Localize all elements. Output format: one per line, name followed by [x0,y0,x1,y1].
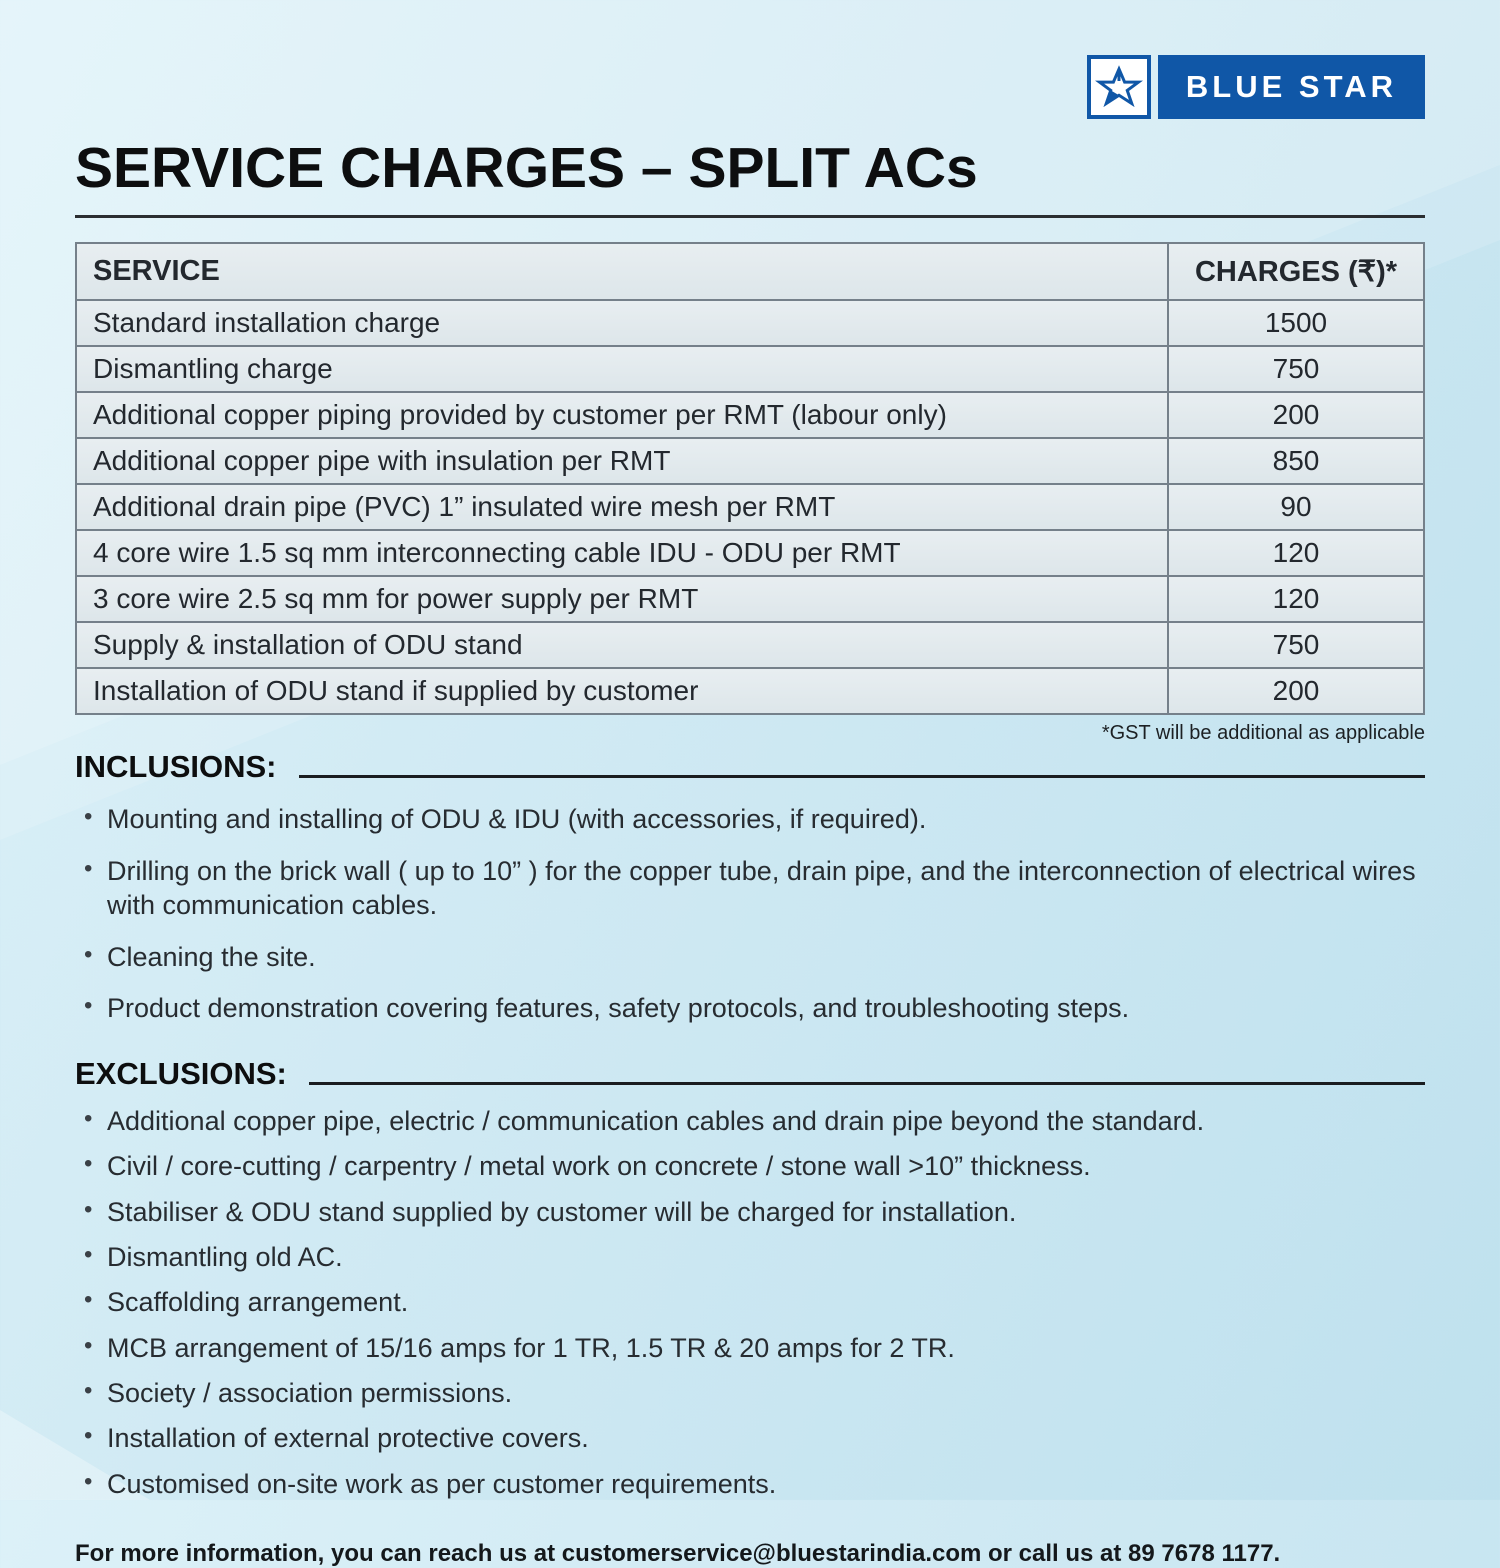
service-cell: Standard installation charge [76,300,1168,346]
charge-cell: 200 [1168,668,1424,714]
list-item: • Civil / core-cutting / carpentry / metal work on concrete / stone wall >10” thickness. [75,1150,1425,1182]
header-charges: CHARGES (₹)* [1168,243,1424,300]
table-row [76,300,1424,346]
gst-footnote: *GST will be additional as applicable [1101,722,1425,744]
list-item: • Scaffolding arrangement. [75,1286,1425,1318]
service-cell: 4 core wire 1.5 sq mm interconnecting cable IDU - ODU per RMT [76,530,1168,576]
table-row [76,346,1424,392]
list-item: • Stabiliser & ODU stand supplied by customer will be charged for installation. [75,1196,1425,1228]
contact-info: For more information, you can reach us at customerservice@bluestarindia.com or call us at 89 7678 1177. [75,1540,1281,1568]
brand-wordmark: BLUE STAR [1158,55,1425,119]
table-row [76,438,1424,484]
list-item: • Product demonstration covering features, safety protocols, and troubleshooting steps. [75,991,1425,1026]
charge-cell: 1500 [1168,300,1424,346]
inclusions-header [75,749,1425,785]
list-item: • Customised on-site work as per customer requirements. [75,1468,1425,1500]
list-item: • Drilling on the brick wall ( up to 10” ) for the copper tube, drain pipe, and the interconnection of electrical wires with communication cables. [75,854,1425,923]
charge-cell: 120 [1168,576,1424,622]
service-cell: Dismantling charge [76,346,1168,392]
page-title: SERVICE CHARGES – SPLIT ACs [75,136,978,200]
service-cell: Supply & installation of ODU stand [76,622,1168,668]
header-service: SERVICE [76,243,1168,300]
list-item: • MCB arrangement of 15/16 amps for 1 TR, 1.5 TR & 20 amps for 2 TR. [75,1332,1425,1364]
service-charges-table [75,242,1425,715]
charge-cell: 200 [1168,392,1424,438]
blue-star-star-icon [1087,55,1151,119]
table-row [76,392,1424,438]
exclusions-header [75,1056,1425,1092]
charge-cell: 120 [1168,530,1424,576]
list-item: • Cleaning the site. [75,940,1425,975]
service-cell: Additional copper piping provided by customer per RMT (labour only) [76,392,1168,438]
table-row [76,484,1424,530]
list-item: • Additional copper pipe, electric / communication cables and drain pipe beyond the standard. [75,1105,1425,1137]
exclusions-list [75,1105,1425,1501]
service-cell: 3 core wire 2.5 sq mm for power supply per RMT [76,576,1168,622]
table-row [76,530,1424,576]
table-row [76,622,1424,668]
table-row [76,576,1424,622]
table-header-row [76,243,1424,300]
list-item: • Dismantling old AC. [75,1241,1425,1273]
charge-cell: 90 [1168,484,1424,530]
service-cell: Installation of ODU stand if supplied by customer [76,668,1168,714]
charge-cell: 750 [1168,622,1424,668]
inclusions-rule [299,775,1426,778]
exclusions-rule [309,1082,1425,1085]
service-cell: Additional drain pipe (PVC) 1” insulated wire mesh per RMT [76,484,1168,530]
table-row [76,668,1424,714]
list-item: • Installation of external protective covers. [75,1422,1425,1454]
charge-cell: 750 [1168,346,1424,392]
exclusions-title: EXCLUSIONS: [75,1055,287,1091]
brand-logo [75,0,1425,119]
service-cell: Additional copper pipe with insulation per RMT [76,438,1168,484]
list-item: • Mounting and installing of ODU & IDU (with accessories, if required). [75,802,1425,837]
charge-cell: 850 [1168,438,1424,484]
inclusions-title: INCLUSIONS: [75,749,277,784]
title-divider [75,215,1425,218]
list-item: • Society / association permissions. [75,1377,1425,1409]
inclusions-list [75,802,1425,1026]
